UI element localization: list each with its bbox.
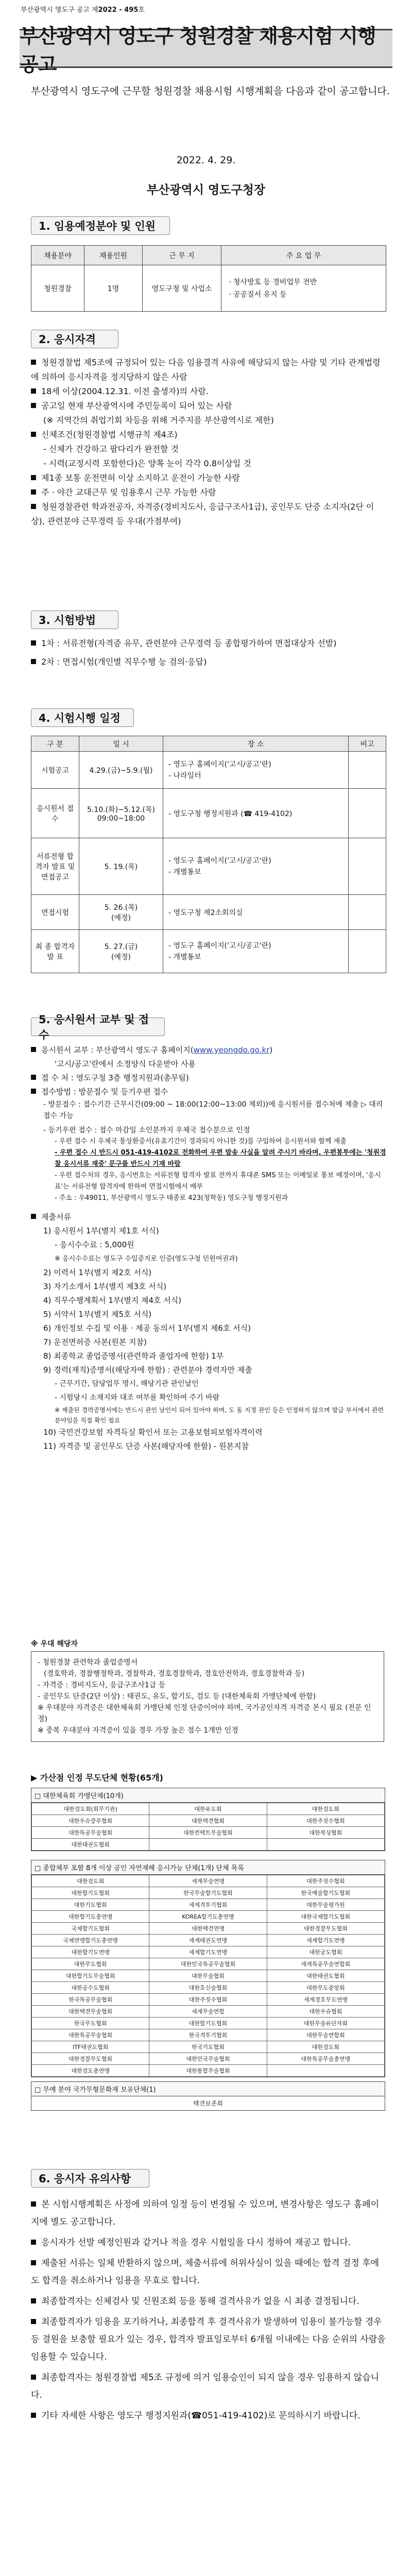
- schedule-table: [31, 736, 386, 973]
- bullet-icon: [31, 1047, 36, 1052]
- qual-sub: - 신체가 건강하고 팔다리가 완전할 것: [43, 444, 179, 454]
- cert-row: [32, 2041, 385, 2053]
- doc-item: 8) 최종학교 졸업증명서(관련학과 졸업자에 한함) 1부: [43, 1351, 224, 1361]
- doc-item: 10) 국민건강보험 자격득실 확인서 또는 고용보험피보험자격이력: [43, 1428, 263, 1437]
- cert-org: 대한특공무술협회: [32, 1827, 149, 1839]
- cert-org: 대한공수도협회: [32, 1982, 149, 1994]
- cert-org: 대한민국특공무술협회: [149, 1958, 267, 1970]
- pref-line: ※ 중복 우대분야 자격증이 있을 경우 가장 높은 점수 1개만 인정: [38, 1726, 238, 1735]
- cert-row: [32, 1803, 385, 1815]
- cert-table-1: [31, 1803, 385, 1851]
- cert-row: [32, 1827, 385, 1839]
- cert-org: 대한컨택트무술협회: [149, 1827, 267, 1839]
- cert-org: 대한태권도협회: [32, 1839, 149, 1851]
- exam-method-list: [31, 636, 386, 669]
- pref-line: - 자격증 : 경비지도사, 응급구조사1급 등: [38, 1681, 166, 1689]
- cert-org: 대한검도총연맹: [32, 2065, 149, 2077]
- positions-table: [31, 245, 386, 312]
- sched-note: [349, 838, 386, 895]
- doc-note: ※ 제출된 경력증명서에는 반드시 관인 날인이 되어 있어야 하며, 도 동 지정 관인 등은 인정하지 않으며 발급 부서에서 관련 분야임을 직접 확인 필요: [55, 1406, 384, 1424]
- th-note: 비고: [349, 736, 386, 752]
- cert-org: [267, 1839, 384, 1851]
- sched-note: [349, 752, 386, 789]
- cert-row: [32, 1946, 385, 1958]
- issuer: 부산광역시 영도구청장: [146, 183, 266, 197]
- cert-org: 대한합기도협회: [149, 2018, 267, 2029]
- visit-method: - 방문접수 : 접수기간 근무시간(09:00 ~ 18:00(12:00~13:00 제외))에 응시원서를 접수처에 제출 ▷ 대리접수 가능: [43, 1100, 383, 1120]
- apply-form-text: 응시원서 교부 : 부산광역시 영도구 홈페이지(: [41, 1045, 194, 1055]
- sched-where: - 영도구 홈페이지('고시/공고'란) - 개별통보: [163, 838, 349, 895]
- application-block: [31, 1043, 386, 1453]
- sched-where: - 영도구청 제2소회의실: [163, 895, 349, 930]
- cert-org: 대한무도협회: [32, 1958, 149, 1970]
- cert-org: 대한택견연맹: [149, 1923, 267, 1935]
- cert-row: [32, 1839, 385, 1851]
- qual-item: 신체조건(청원경찰법 시행규칙 제4조): [31, 428, 386, 442]
- cert-row: [32, 1923, 385, 1935]
- cert-org: [267, 2065, 384, 2077]
- section-3-heading: 3. 시험방법: [31, 611, 118, 629]
- cert-org: 세계격투기협회: [149, 1899, 267, 1911]
- cert-org: 세계태권도연맹: [149, 1935, 267, 1946]
- cert-row: [32, 1911, 385, 1923]
- cert-org: 대한유도회: [149, 1803, 267, 1815]
- notice-item: 기타 자세한 사항은 영도구 행정지원과(☎051-419-4102)로 문의하시기 바랍니다.: [31, 2407, 386, 2425]
- sched-label: 최 종 합격자 발 표: [31, 930, 79, 973]
- cert-org: 대한특공무술총연맹: [267, 2053, 384, 2065]
- doc-item: 7) 운전면허증 사본(원본 지참): [43, 1337, 147, 1347]
- cert-org: 한국격투기협회: [149, 2029, 267, 2041]
- qual-item: 공고일 현재 부산광역시에 주민등록이 되어 있는 사람: [31, 399, 386, 413]
- cert-org: 대한택견협회: [149, 1815, 267, 1827]
- doc-prefix: 부산광역시 영도구 공고 제: [21, 6, 98, 14]
- cert-row: [32, 2006, 385, 2018]
- cert-org: 대한경찰무도협회: [32, 2053, 149, 2065]
- cert-org: 대한합기도협회: [32, 1887, 149, 1899]
- cert-org: 대한주짓수협회: [267, 1815, 384, 1827]
- cert-row: [32, 1887, 385, 1899]
- cert-org: 한국예술합기도협회: [267, 1887, 384, 1899]
- page-title: 부산광역시 영도구 청원경찰 채용시험 시행공고: [20, 25, 376, 76]
- cert-org: 대한국제합기도협회: [267, 1911, 384, 1923]
- cert-org: 세계무술연맹: [149, 1875, 267, 1887]
- sched-label: 서류전형 합격자 발표 및 면접공고: [31, 838, 79, 895]
- cert-org: 세계경호무도연맹: [267, 1994, 384, 2006]
- cert-row: [32, 1875, 385, 1887]
- cert-org: [149, 1839, 267, 1851]
- cert-org: 대한무술협회: [149, 1970, 267, 1982]
- cert-org: 대한특공무술협회: [32, 2029, 149, 2041]
- apply-form-note: '고시/공고'란에서 소정양식 다운받아 사용: [55, 1059, 196, 1069]
- cert-org: 대한무술유단자회: [267, 2018, 384, 2029]
- th-where: 장 소: [163, 736, 349, 752]
- pref-line: - 공인무도 단증(2단 이상) : 태권도, 유도, 합기도, 검도 등 (대한체육회 가맹단체에 한함): [38, 1692, 316, 1701]
- notice-item: 최종합격자가 임용을 포기하거나, 최종합격 후 결격사유가 발생하여 임용이 불가능할 경우 등 결원을 보충할 필요가 있는 경우, 합격자 발표일로부터 6개월 이내에는 다음 순위의 사람을 임용할 수 있습니다.: [31, 2313, 386, 2366]
- qual-sub: - 시력(교정시력 포함한다)은 양쪽 눈이 각각 0.8이상일 것: [43, 459, 251, 468]
- mail-note-1: - 우편 접수 시 우체국 통상환증서(유효기간이 경과되지 아니한 것)를 구입하여 응시원서와 함께 제출: [55, 1138, 347, 1145]
- cert-org: 대한검도회: [267, 2041, 384, 2053]
- cert-org: 세계무술연합: [149, 2006, 267, 2018]
- notice-item: 제출된 서류는 일체 반환하지 않으며, 제출서류에 허위사실이 있을 때에는 합격 결정 후에도 합격을 취소하거나 임용을 무효로 합니다.: [31, 2255, 386, 2290]
- cert-org: 대한합기도연맹: [32, 1946, 149, 1958]
- docs-title: 제출서류: [31, 1210, 386, 1224]
- doc-item: 5) 서약서 1부(별지 제5호 서식): [43, 1310, 152, 1319]
- cert-box-1-caption: □ 대한체육회 가맹단체(10개): [31, 1788, 385, 1803]
- sched-where: - 영도구 홈페이지('고시/공고'란) - 나라일터: [163, 752, 349, 789]
- apply-method: 접수방법 : 방문접수 및 등기우편 접수: [31, 1085, 386, 1099]
- cert-row: [32, 1815, 385, 1827]
- section-1-heading: 1. 임용예정분야 및 인원: [31, 216, 170, 235]
- cert-org: 한국특공무술협회: [32, 1994, 149, 2006]
- cert-row: [32, 1958, 385, 1970]
- cert-org: 한국기도협회: [149, 2041, 267, 2053]
- sched-note: [349, 895, 386, 930]
- pref-line: ※ 우대분야 자격증은 대한체육회 가맹단체 인정 단증이어야 하며, 국가공인자격 자격증 본시 필요 (전문 인정): [38, 1704, 371, 1723]
- cert-table-2: [31, 1875, 385, 2077]
- sched-note: [349, 789, 386, 838]
- cert-org: 대한주짓수협회: [267, 1875, 384, 1887]
- th-place: 근 무 지: [143, 246, 221, 265]
- notice-item: 최종합격자는 청원경찰법 제5조 규정에 의거 임용승인이 되지 않을 경우 임용하지 않습니다.: [31, 2369, 386, 2404]
- cert-org: 대한택견무술협회: [32, 2006, 149, 2018]
- section-4-heading: 4. 시험시행 일정: [31, 708, 134, 727]
- cert-row: [32, 1935, 385, 1946]
- cert-org: 한국무술합기도협회: [149, 1887, 267, 1899]
- sched-label: 시험공고: [31, 752, 79, 789]
- cert-org: 대한경찰무도협회: [267, 1923, 384, 1935]
- cert-box-2: [31, 1860, 385, 2077]
- th-when: 일 시: [79, 736, 163, 752]
- cert-org: KOREA합기도총연맹: [149, 1911, 267, 1923]
- sched-label: 면접시험: [31, 895, 79, 930]
- pref-line: - 청원경찰 관련학과 졸업증명서: [38, 1658, 138, 1667]
- duty-2: · 공공질서 유지 등: [229, 290, 287, 299]
- mail-note-2: - 우편 접수 시 반드시 051-419-4102로 전화하여 우편 발송 사실을 알려 주시기 바라며, 우편봉투에는 '청원경찰 응시서류 재중' 문구를 반드시 기재 바람: [55, 1149, 386, 1168]
- title-banner: [20, 25, 392, 76]
- cert-box-3-value: 택견보존회: [193, 2100, 223, 2107]
- sched-when: 5. 19.(목): [79, 838, 163, 895]
- cert-org: 대한검도회: [267, 1803, 384, 1815]
- th-stage: 구 분: [31, 736, 79, 752]
- doc-note: ※ 응시수수료는 영도구 수입증지로 인증(영도구청 민원여권과): [55, 1255, 238, 1263]
- doc-item: 9) 경력(재직)증명서(해당자에 한함) : 관련분야 경력자만 제출: [43, 1365, 252, 1375]
- document-number: [21, 4, 145, 14]
- notice-item: 최종합격자는 신체검사 및 신원조회 등을 통해 결격사유가 없을 시 최종 결정됩니다.: [31, 2293, 386, 2310]
- sched-note: [349, 930, 386, 973]
- cert-org: 대한태권도협회: [267, 1970, 384, 1982]
- mail-note-3: - 우편 접수처의 경우, 응시번호는 서류전형 합격자 발표 전까지 휴대폰 SMS 또는 이메일로 통보 예정이며, '응시표'는 서류전형 합격자에 한하여 면접시험에서 배부: [55, 1172, 381, 1191]
- cert-box-2-caption: □ 종합체부 포함 8개 이상 공인 자연재해 응시가능 단체(1개) 단체 목록: [31, 1860, 385, 1875]
- cert-row: [32, 1994, 385, 2006]
- th-field: 채용분야: [31, 246, 84, 265]
- cert-org: 대한무도중앙회: [267, 1982, 384, 1994]
- cert-row: [32, 2053, 385, 2065]
- cert-org: 대한합기도총연맹: [32, 1911, 149, 1923]
- sched-when: 5. 27.(금) (예정): [79, 930, 163, 973]
- doc-item: 1) 응시원서 1부(별지 제1호 서식): [43, 1226, 159, 1235]
- method-item: 1차 : 서류전형(자격증 유무, 관련분야 근무경력 등 종합평가하여 면접대상자 선발): [31, 636, 386, 651]
- qual-item: 주 · 야간 교대근무 및 임용후시 근무 가능한 사람: [31, 485, 386, 500]
- qual-item: 청원경찰법 제5조에 규정되어 있는 다음 임용결격 사유에 해당되지 않는 사람 및 기타 관계법령에 의하여 응시자격을 정지당하지 않은 사람: [31, 355, 386, 384]
- doc-item: 3) 자기소개서 1부(별지 제3호 서식): [43, 1282, 167, 1291]
- cert-org: 대한무술평가원: [267, 1899, 384, 1911]
- cell-field: 청원경찰: [31, 265, 84, 312]
- preference-label: ※ 우대 해당자: [31, 1640, 78, 1648]
- sched-label: 응시원서 접 수: [31, 789, 79, 838]
- notice-list: [31, 2196, 386, 2425]
- qual-item: 제1종 보통 운전면허 이상 소지하고 운전이 가능한 사람: [31, 471, 386, 485]
- cert-org: 국제합기도협회: [32, 1923, 149, 1935]
- th-count: 채용인원: [84, 246, 143, 265]
- cert-org: 국제연맹합기도총연맹: [32, 1935, 149, 1946]
- section-5-heading: 5. 응시원서 교부 및 접수: [31, 1018, 165, 1036]
- cert-row: [32, 2018, 385, 2029]
- cert-org: 대한우슈협회: [267, 2006, 384, 2018]
- cert-row: [32, 1970, 385, 1982]
- cert-org: 대한합기도무술협회: [32, 1970, 149, 1982]
- cert-row: [32, 1899, 385, 1911]
- cert-title: ▶ 가산점 인정 무도단체 현황(65개): [31, 1773, 163, 1783]
- doc-item: 11) 자격증 및 공인무도 단증 사본(해당자에 한함) - 원본지참: [43, 1442, 249, 1451]
- notice-item: 본 시험시행계획은 사정에 의하여 일정 등이 변경될 수 있으며, 변경사항은 영도구 홈페이지에 별도 공고합니다.: [31, 2196, 386, 2231]
- cert-org: 한국무도협회: [32, 2018, 149, 2029]
- section-2-heading: 2. 응시자격: [31, 330, 118, 348]
- cert-org: 대한복싱협회: [267, 1827, 384, 1839]
- section-6-heading: 6. 응시자 유의사항: [31, 2169, 149, 2188]
- sched-when: 5. 26.(목) (예정): [79, 895, 163, 930]
- cert-org: 세계특공무술연합회: [267, 1958, 384, 1970]
- cert-org: 대한호신술협회: [149, 1982, 267, 1994]
- doc-number-value: 2022 - 495: [98, 6, 139, 14]
- intro-text: 부산광역시 영도구에 근무할 청원경찰 채용시험 시행계획을 다음과 같이 공고합니다.: [31, 86, 390, 97]
- qual-item: 청원경찰관련 학과전공자, 자격증(경비지도사, 응급구조사1급), 공인무도 단증 소지자(2단 이상), 관련분야 근무경력 등 우대(가점부여): [31, 500, 386, 529]
- cert-org: 대한무술연합회: [267, 2029, 384, 2041]
- cert-org: 대한검도회(회무기관): [32, 1803, 149, 1815]
- cert-org: 대한기도협회: [32, 1899, 149, 1911]
- notice-item: 응시자가 선발 예정인원과 같거나 적을 경우 시험일을 다시 정하여 재공고 합니다.: [31, 2234, 386, 2251]
- doc-sub: - 근무기간, 담당업무 명시, 해당기관 관인날인: [55, 1380, 199, 1388]
- cert-box-3: [31, 2081, 385, 2111]
- cert-org: 대한궁도협회: [267, 1946, 384, 1958]
- doc-suffix: 호: [138, 6, 145, 14]
- doc-item: 2) 이력서 1부(별지 제2호 서식): [43, 1268, 152, 1277]
- cert-org: 세계합기도연맹: [267, 1935, 384, 1946]
- doc-item: 6) 개인정보 수집 및 이용 · 제공 동의서 1부(별지 제6호 서식): [43, 1324, 251, 1333]
- apply-form-close: ): [269, 1045, 273, 1055]
- th-duties: 주 요 업 무: [221, 246, 386, 265]
- notice-date: 2022. 4. 29.: [176, 155, 236, 166]
- mail-address: - 주소 : 우49011, 부산광역시 영도구 태종로 423(청학동) 영도구청 행정지원과: [55, 1194, 288, 1202]
- pref-line: (경호학과, 경찰행정학과, 경찰학과, 경호경찰학과, 경호안전학과, 경호경찰학과 등): [44, 1670, 305, 1678]
- doc-item: 4) 직무수행계획서 1부(별지 제4호 서식): [43, 1296, 182, 1305]
- cert-box-1: [31, 1788, 385, 1851]
- cert-org: 대한통합무술협회: [149, 2065, 267, 2077]
- cell-count: 1명: [84, 265, 143, 312]
- cert-org: 대한주짓수협회: [149, 1994, 267, 2006]
- cert-org: 대한민국무술협회: [149, 2053, 267, 2065]
- cert-org: 세계합기도연맹: [149, 1946, 267, 1958]
- doc-sub: - 시험당시 소재지와 대조 여부를 확인하여 주기 바람: [55, 1394, 220, 1402]
- duty-1: · 청사방호 등 경비업무 전반: [229, 278, 317, 286]
- qualification-list: [31, 355, 386, 529]
- mail-method: - 등기우편 접수 : 접수 마감일 소인분까지 우체국 접수분으로 인정: [43, 1126, 250, 1134]
- method-item: 2차 : 면접시험(개인별 직무수행 능 검의·응답): [31, 655, 386, 669]
- cert-row: [32, 2029, 385, 2041]
- cert-org: 대한검도회: [32, 1875, 149, 1887]
- cell-place: 영도구청 및 사업소: [143, 265, 221, 312]
- cert-org: ITF태권도협회: [32, 2041, 149, 2053]
- sched-where: - 영도구청 행정지원과 (☎ 419-4102): [163, 789, 349, 838]
- cell-duties: [221, 265, 386, 312]
- cert-row: [32, 1982, 385, 1994]
- homepage-link[interactable]: www.yeongdo.go.kr: [193, 1045, 270, 1055]
- qual-note: (※ 지역간의 취업기회 차등을 위해 거주지를 부산광역시로 제한): [43, 415, 274, 425]
- sched-when: 5.10.(화)~5.12.(목) 09:00~18:00: [79, 789, 163, 838]
- doc-sub: - 응시수수료 : 5,000원: [55, 1240, 134, 1249]
- apply-place: 접 수 처 : 영도구청 3층 행정지원과(총무팀): [31, 1071, 386, 1085]
- cert-org: 대한우슈쿵푸협회: [32, 1815, 149, 1827]
- sched-when: 4.29.(금)~5.9.(월): [79, 752, 163, 789]
- sched-where: - 영도구 홈페이지('고시/공고'란) - 개별통보: [163, 930, 349, 973]
- cert-row: [32, 2065, 385, 2077]
- qual-item: 18세 이상(2004.12.31. 이전 출생자)의 사람.: [31, 384, 386, 399]
- preference-box: [31, 1651, 384, 1742]
- cert-box-3-caption: □ 무예 분야 국가무형문화재 보유단체(1): [31, 2082, 385, 2096]
